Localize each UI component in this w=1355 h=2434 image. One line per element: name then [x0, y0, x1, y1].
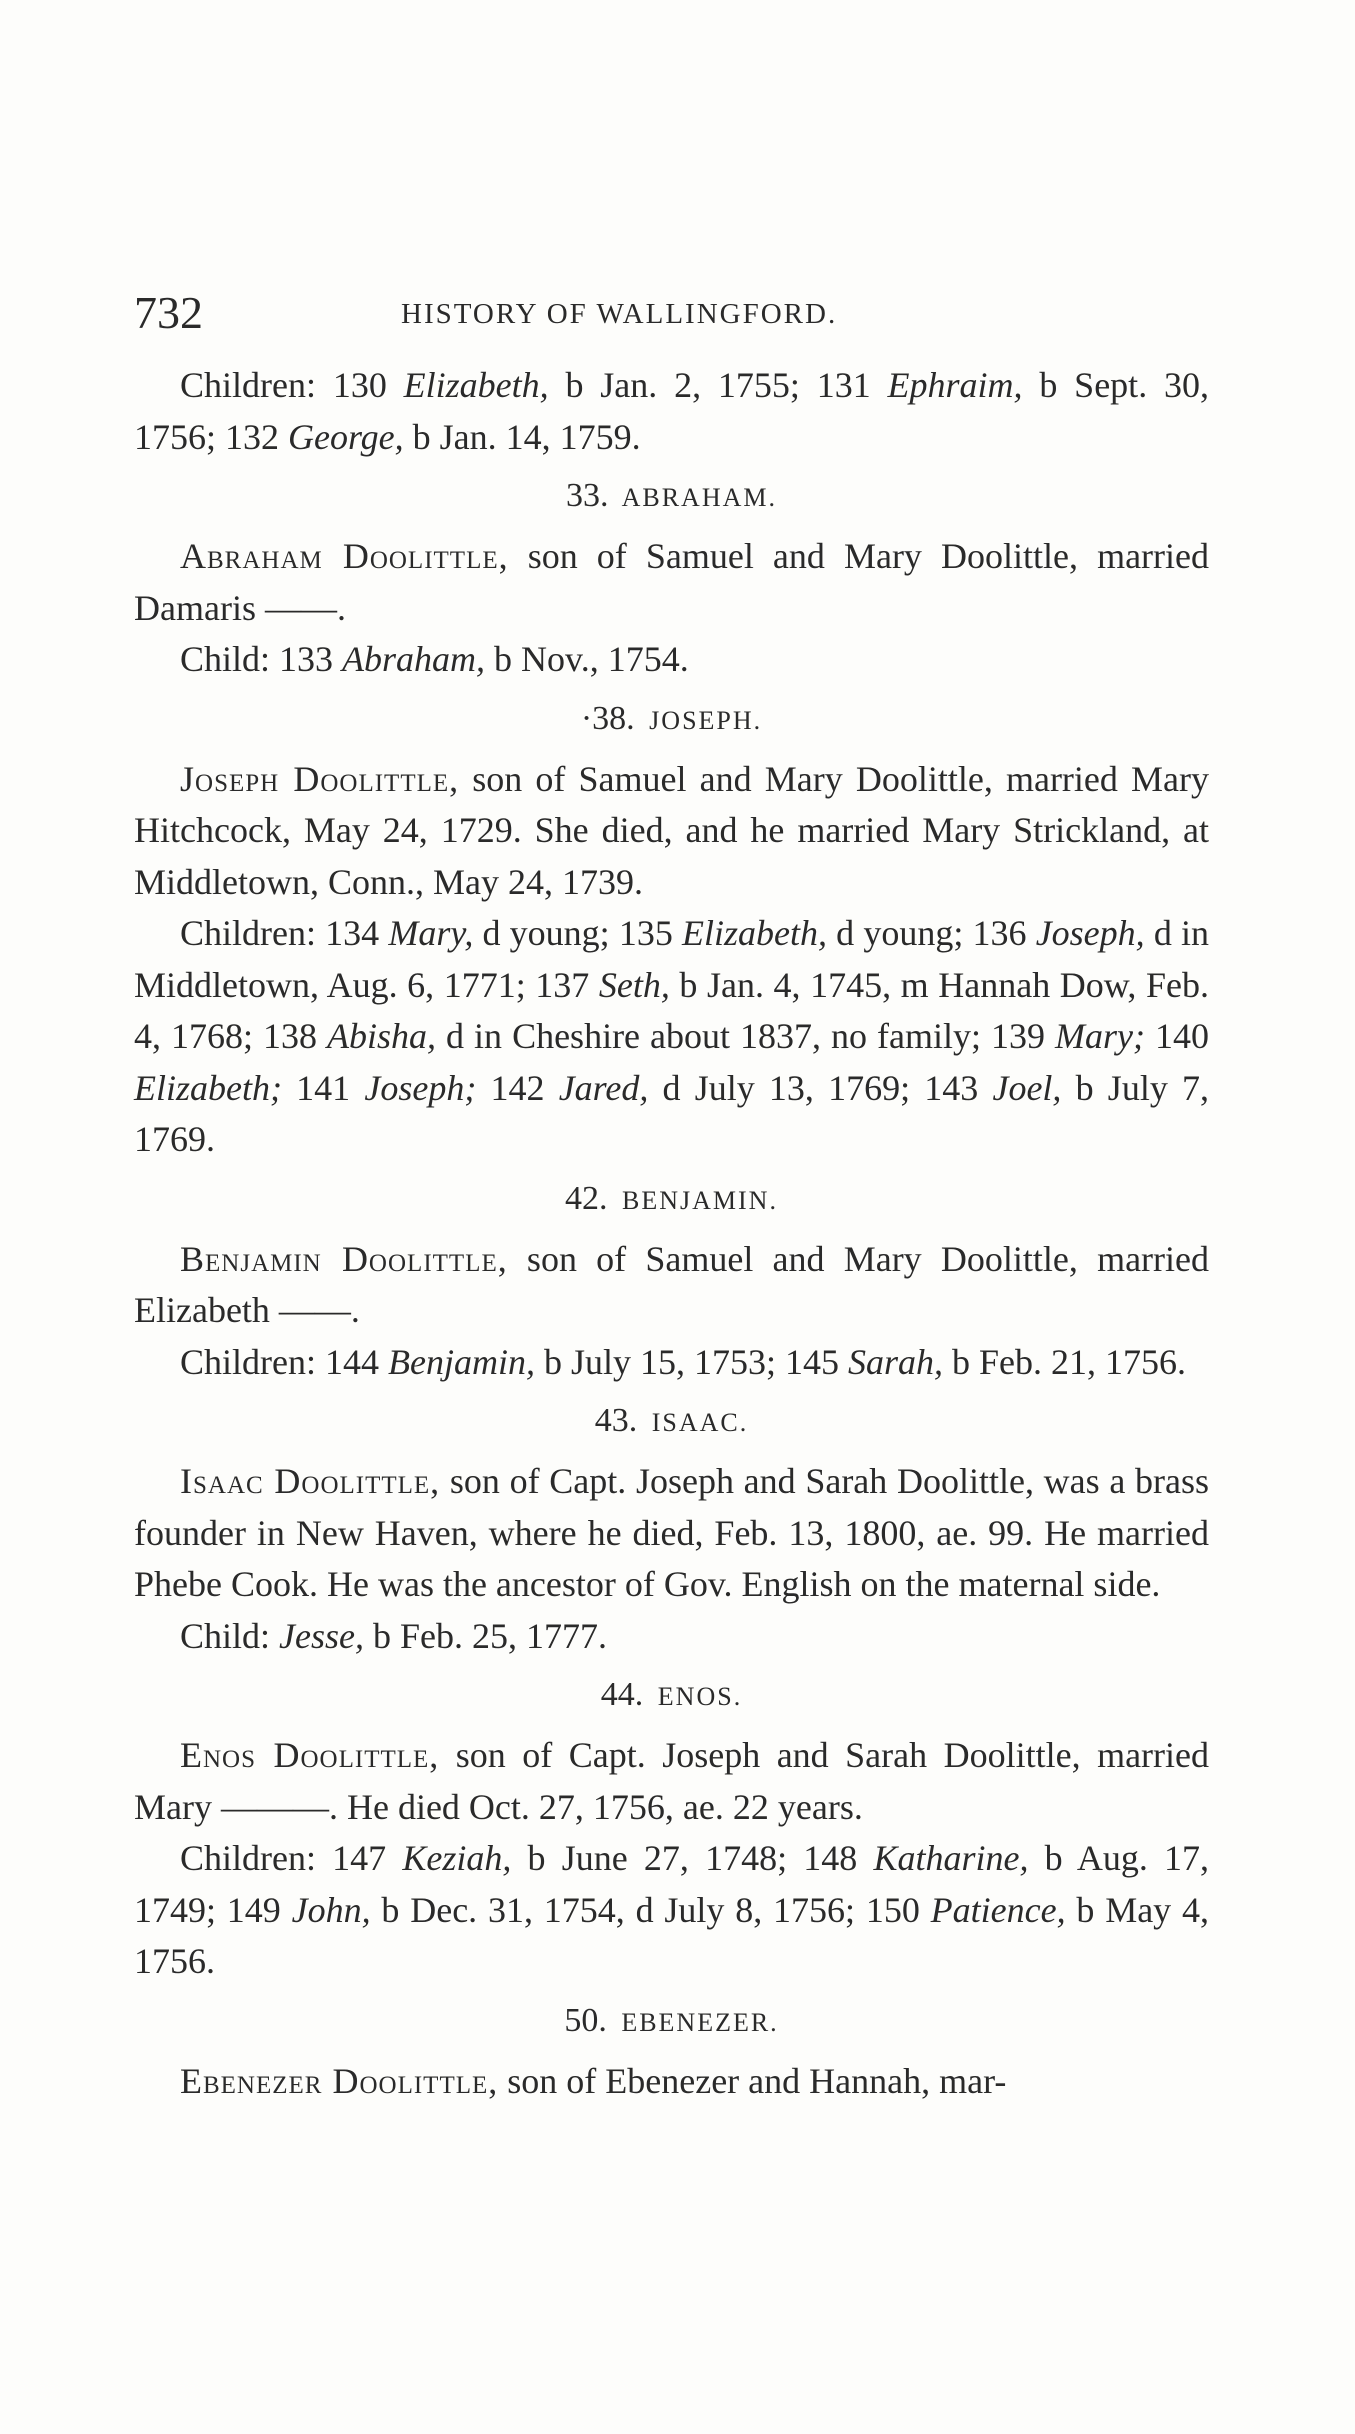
entry-44 — [134, 1672, 1209, 1988]
section-heading: 50. EBENEZER. — [564, 2001, 779, 2039]
entry-50 — [134, 1998, 1209, 2108]
person-name: Abraham Doolittle, — [180, 536, 509, 576]
entry-details: Child: 133 Abraham, b Nov., 1754. — [180, 639, 689, 679]
children-list: 130 Elizabeth, b Jan. 2, 1755; 131 Ephraim, b Sept. 30, 1756; 132 George, b Jan. 14, 1759. — [134, 365, 1210, 457]
page-number: 732 — [134, 287, 203, 338]
person-name: Isaac Doolittle, — [180, 1461, 441, 1501]
person-name: Ebenezer Doolittle, — [180, 2060, 499, 2101]
person-name: Enos Doolittle, — [180, 1735, 440, 1775]
running-title: HISTORY OF WALLINGFORD. — [401, 298, 838, 330]
section-heading: 44. ENOS. — [600, 1676, 743, 1713]
entry-42 — [134, 1176, 1209, 1389]
section-heading: 42. BENJAMIN. — [565, 1179, 778, 1217]
person-name: Benjamin Doolittle, — [180, 1238, 508, 1279]
person-name: Joseph Doolittle, — [180, 758, 460, 799]
section-heading: 43. ISAAC. — [594, 1402, 749, 1439]
entry-intro: Abraham Doolittle, son of Samuel and Mary Doolittle, married Damaris ——. — [134, 536, 1210, 628]
entry-intro: Joseph Doolittle, son of Samuel and Mary Doolittle, married Mary Hitchcock, May 24, 1729. She died, and he married Mary Strickland, at Middletown, Conn., May 24, 1739. — [134, 758, 1210, 902]
section-heading: ·38. JOSEPH. — [580, 699, 763, 737]
entry-33 — [134, 473, 1209, 686]
entry-details: Children: 147 Keziah, b June 27, 1748; 148 Katharine, b Aug. 17, 1749; 149 John, b Dec. 31, 1754, d July 8, 1756; 150 Patience, b May 4, 1756. — [134, 1838, 1210, 1981]
entry-intro: Enos Doolittle, son of Capt. Joseph and Sarah Doolittle, married Mary ———. He died Oct. 27, 1756, ae. 22 years. — [134, 1735, 1210, 1827]
body-text — [134, 360, 1209, 2107]
children-label: Children: — [180, 365, 333, 405]
running-head — [134, 286, 1221, 346]
entry-43 — [134, 1398, 1209, 1662]
entry-details: Children: 144 Benjamin, b July 15, 1753; 145 Sarah, b Feb. 21, 1756. — [180, 1341, 1186, 1382]
entry-details: Children: 134 Mary, d young; 135 Elizabeth, d young; 136 Joseph, d in Middletown, Aug. 6, 1771; 137 Seth, b Jan. 4, 1745, m Hannah Dow, Feb. 4, 1768; 138 Abisha, d in Cheshire about 1837, no family; 139 Mary; 140 Elizabeth; 141 Joseph; 142 Jared, d July 13, 1769; 143 Joel, b July 7, 1769. — [134, 913, 1210, 1159]
entry-38 — [134, 696, 1209, 1166]
children-paragraph — [134, 360, 1209, 463]
entry-intro: Isaac Doolittle, son of Capt. Joseph and Sarah Doolittle, was a brass founder in New Haven, where he died, Feb. 13, 1800, ae. 99. He married Phebe Cook. He was the ancestor of Gov. English on the maternal side. — [134, 1461, 1210, 1604]
entry-intro: Ebenezer Doolittle, son of Ebenezer and Hannah, mar- — [180, 2060, 1007, 2101]
entry-details: Child: Jesse, b Feb. 25, 1777. — [180, 1615, 607, 1656]
section-heading: 33. ABRAHAM. — [566, 477, 777, 514]
entry-intro: Benjamin Doolittle, son of Samuel and Mary Doolittle, married Elizabeth ——. — [134, 1238, 1210, 1330]
